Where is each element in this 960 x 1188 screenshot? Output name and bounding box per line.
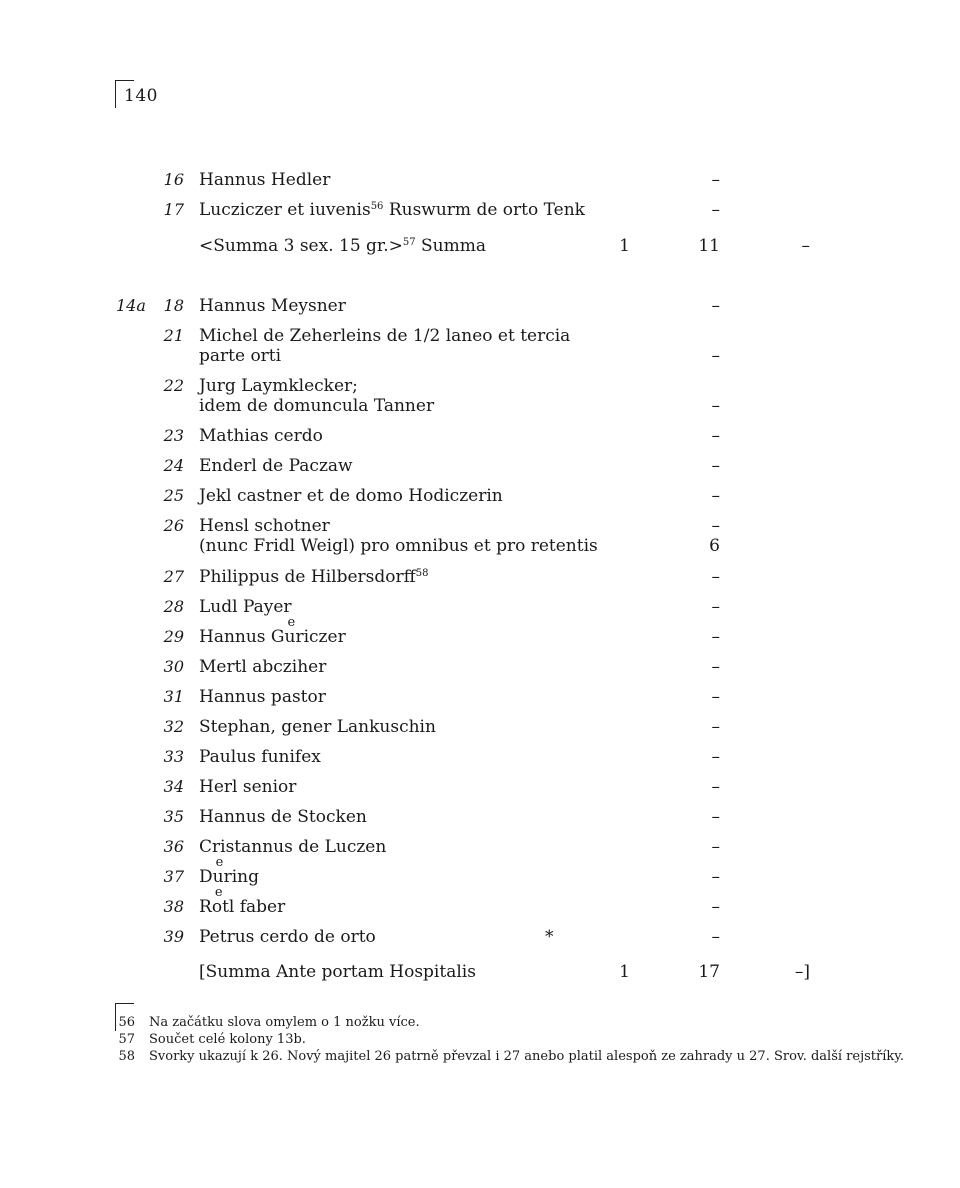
asterisk-mark: * [545, 927, 554, 947]
entry-number: 37 [163, 867, 184, 886]
value-col-2: – [711, 687, 720, 707]
entry-number: 17 [163, 200, 184, 219]
entry-name: Jurg Laymklecker; idem de domuncula Tanner [199, 376, 435, 416]
entry-name: <Summa 3 sex. 15 gr.>$^{57}$ Summa [199, 236, 486, 256]
value-col-2: – [711, 516, 720, 536]
entry-number: 23 [163, 426, 184, 445]
entry-name: Enderl de Paczaw [199, 456, 353, 476]
value-col-2: – [711, 627, 720, 647]
entry-name: [Summa Ante portam Hospitalis [199, 962, 476, 982]
folio-label: 14a [116, 296, 146, 315]
value-col-2: – [711, 567, 720, 587]
corner-mark-top [115, 80, 134, 81]
entry-name: Hannus Hedler [199, 170, 331, 190]
entry-number: 35 [163, 807, 184, 826]
superscript-e-mark: e [215, 855, 224, 870]
value-col-2: – [711, 867, 720, 887]
value-col-2-line2: – [711, 396, 720, 416]
value-col-2: – [711, 717, 720, 737]
entry-name: Petrus cerdo de orto [199, 927, 376, 947]
entry-name: Hannus de Stocken [199, 807, 367, 827]
entry-name: Stephan, gener Lankuschin [199, 717, 436, 737]
entry-name: Ludl Payer [199, 597, 292, 617]
superscript-e-mark: e [287, 615, 296, 630]
entry-number: 36 [163, 837, 184, 856]
entry-number: 21 [163, 326, 184, 345]
entry-name: Hannus pastor [199, 687, 326, 707]
value-col-2: – [711, 456, 720, 476]
value-col-2: – [711, 747, 720, 767]
value-col-2: – [711, 486, 720, 506]
entry-number: 18 [163, 296, 184, 315]
entry-name-continuation: idem de domuncula Tanner [199, 396, 435, 416]
diacritic-letter: u e [284, 615, 296, 647]
superscript-e-mark: e [214, 885, 223, 900]
footnote-text: Svorky ukazují k 26. Nový majitel 26 patrně převzal i 27 anebo platil alespoň ze zahrady u 27. Srov. další rejstříky. [149, 1049, 904, 1064]
value-col-2: – [711, 777, 720, 797]
value-col-2-line2: 6 [709, 536, 720, 556]
value-col-1: 1 [619, 236, 630, 256]
footnote-number: 57 [118, 1032, 135, 1047]
value-col-2: – [711, 837, 720, 857]
entry-name-continuation: (nunc Fridl Weigl) pro omnibus et pro retentis [199, 536, 598, 556]
value-col-2: – [711, 597, 720, 617]
entry-name: Mertl abcziher [199, 657, 327, 677]
footnote-ref: 57 [402, 237, 416, 248]
value-col-2: – [711, 927, 720, 947]
value-col-2: – [711, 807, 720, 827]
value-col-2: – [711, 657, 720, 677]
entry-number: 24 [163, 456, 184, 475]
entry-number: 33 [163, 747, 184, 766]
entry-name: Hannus Gu e riczer [199, 615, 346, 647]
entry-number: 26 [163, 516, 184, 535]
value-col-1: 1 [619, 962, 630, 982]
footnote-text: Na začátku slova omylem o 1 nožku více. [149, 1015, 420, 1030]
value-col-2-line2: – [711, 346, 720, 366]
entry-name: Mathias cerdo [199, 426, 323, 446]
entry-name: Lucziczer et iuvenis$^{56}$ Ruswurm de orto Tenk [199, 200, 585, 220]
entry-name: Philippus de Hilbersdorff$^{58}$ [199, 567, 429, 587]
footnote-corner-top [115, 1003, 134, 1004]
value-col-2: – [711, 200, 720, 220]
value-col-2: – [711, 296, 720, 316]
entry-name: Paulus funifex [199, 747, 321, 767]
entry-number: 22 [163, 376, 184, 395]
entry-number: 31 [163, 687, 184, 706]
entry-name: Hensl schotner (nunc Fridl Weigl) pro omnibus et pro retentis [199, 516, 598, 556]
entry-number: 38 [163, 897, 184, 916]
entry-number: 25 [163, 486, 184, 505]
entry-name: Ro e tl faber [199, 885, 286, 917]
footnote-number: 58 [118, 1049, 135, 1064]
value-col-2: 17 [698, 962, 720, 982]
entry-number: 28 [163, 597, 184, 616]
diacritic-letter: o e [211, 885, 223, 917]
footnote-number: 56 [118, 1015, 135, 1030]
footnote-ref: 56 [370, 201, 384, 212]
value-col-2: – [711, 897, 720, 917]
page-number-block [115, 80, 175, 110]
entry-name: Cristannus de Luczen [199, 837, 387, 857]
entry-number: 27 [163, 567, 184, 586]
entry-name: Du e ring [199, 855, 259, 887]
footnote-ref: 58 [415, 568, 429, 579]
value-col-2: – [711, 170, 720, 190]
value-col-3: –] [794, 962, 810, 982]
entry-number: 39 [163, 927, 184, 946]
entry-number: 30 [163, 657, 184, 676]
value-col-3: – [801, 236, 810, 256]
value-col-2: – [711, 426, 720, 446]
footnote-text: Součet celé kolony 13b. [149, 1032, 306, 1047]
entry-name: Jekl castner et de domo Hodiczerin [199, 486, 503, 506]
page-number: 140 [124, 86, 158, 106]
entry-number: 16 [163, 170, 184, 189]
entry-name-continuation: parte orti [199, 346, 282, 366]
entry-name: Michel de Zeherleins de 1/2 laneo et tercia parte orti [199, 326, 571, 366]
entry-name: Herl senior [199, 777, 297, 797]
entry-number: 34 [163, 777, 184, 796]
corner-mark-left [115, 80, 116, 108]
entry-name: Hannus Meysner [199, 296, 346, 316]
entry-number: 29 [163, 627, 184, 646]
value-col-2: 11 [698, 236, 720, 256]
entry-number: 32 [163, 717, 184, 736]
diacritic-letter: u e [212, 855, 224, 887]
